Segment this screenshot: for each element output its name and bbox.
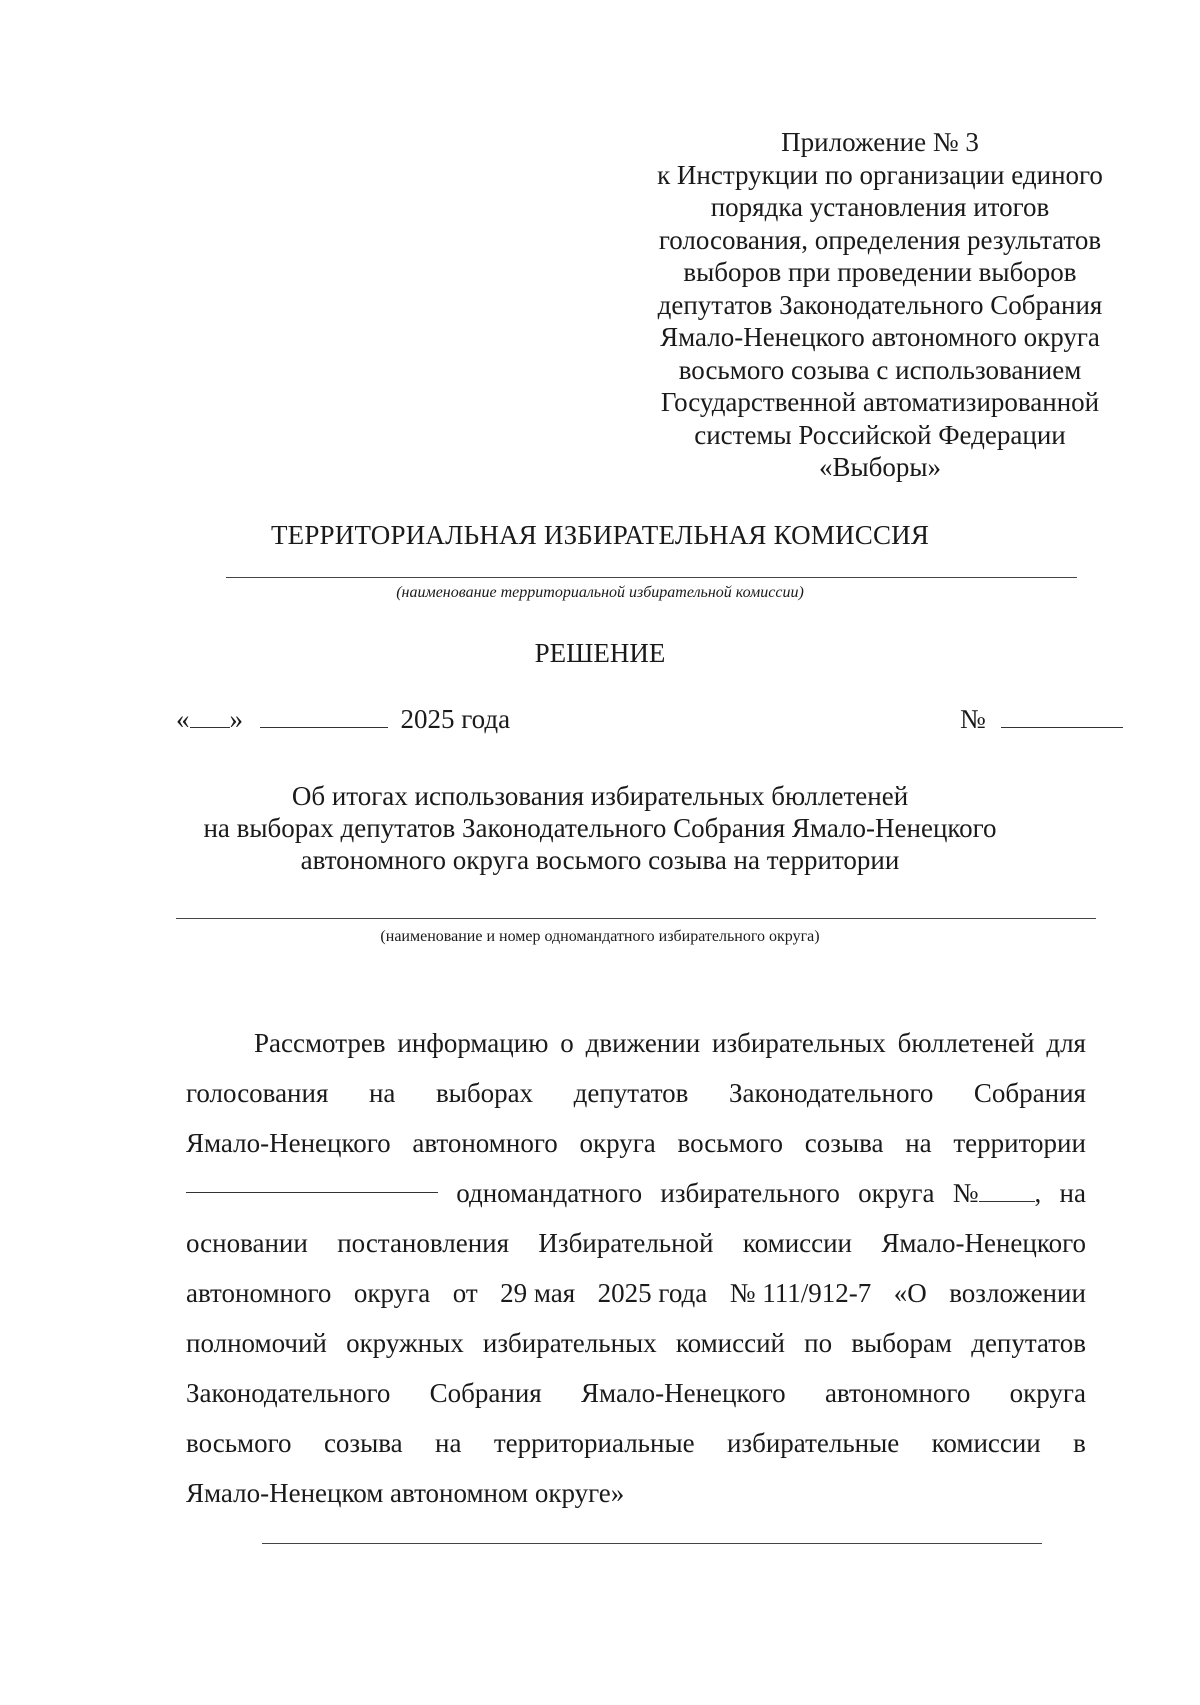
word: одномандатного <box>456 1178 643 1208</box>
word: информацию <box>397 1028 549 1058</box>
number-blank <box>1001 705 1123 728</box>
word: комиссии <box>931 1428 1041 1458</box>
word: избирательные <box>726 1428 900 1458</box>
word: полномочий <box>186 1328 327 1358</box>
word: депутатов <box>971 1328 1086 1358</box>
word: территориальные <box>493 1428 695 1458</box>
district-name-line <box>176 918 1096 919</box>
word: комиссий <box>675 1328 785 1358</box>
body-row <box>186 1018 1086 1068</box>
word: избирательных <box>712 1028 886 1058</box>
body-row <box>186 1218 1086 1268</box>
district-name-caption: (наименование и номер одномандатного избирательного округа) <box>380 928 820 945</box>
word: округа <box>353 1278 431 1308</box>
word: Ямало-Ненецком автономном округе» <box>186 1478 625 1508</box>
body-row <box>186 1168 1086 1218</box>
word: Законодательного <box>186 1378 391 1408</box>
word: Избирательной <box>538 1228 714 1258</box>
word: Рассмотрев <box>254 1028 386 1058</box>
body-paragraph <box>186 1018 1086 1518</box>
decision-subject <box>0 780 1200 876</box>
word: созыва <box>323 1428 403 1458</box>
word: округа <box>579 1128 656 1158</box>
word: бюллетеней <box>897 1028 1035 1058</box>
decision-title: РЕШЕНИЕ <box>534 638 666 668</box>
word: на <box>368 1078 396 1108</box>
word: «О <box>893 1278 927 1308</box>
body-row <box>186 1368 1086 1418</box>
appendix-header <box>640 126 1120 484</box>
appendix-line: «Выборы» <box>818 452 942 482</box>
appendix-line: к Инструкции по организации единого <box>657 159 1103 190</box>
word: автономного <box>412 1128 558 1158</box>
word: постановления <box>337 1228 510 1258</box>
commission-title: ТЕРРИТОРИАЛЬНАЯ ИЗБИРАТЕЛЬНАЯ КОМИССИЯ <box>270 520 930 550</box>
district-number <box>953 1168 1042 1218</box>
word: на <box>435 1428 462 1458</box>
appendix-line: порядка установления итогов <box>710 192 1050 222</box>
appendix-line: голосования, определения результатов <box>658 224 1102 255</box>
subject-line: Об итогах использования избирательных бюллетеней <box>291 781 909 811</box>
number-sign: № <box>952 1178 979 1208</box>
appendix-line: восьмого созыва с использованием <box>678 354 1082 385</box>
word: восьмого <box>677 1128 784 1158</box>
subject-line: на выборах депутатов Законодательного Собрания Ямало-Ненецкого <box>203 813 997 843</box>
word: автономного <box>824 1378 971 1408</box>
word: на <box>1059 1178 1086 1208</box>
date-open-quote: « <box>176 704 190 734</box>
decision-date <box>176 704 510 735</box>
appendix-line: Приложение № 3 <box>781 127 979 157</box>
decision-number <box>960 704 1123 735</box>
word: по <box>804 1328 833 1358</box>
body-row <box>186 1268 1086 1318</box>
body-row <box>186 1068 1086 1118</box>
date-year: 2025 года <box>400 704 511 734</box>
body-row <box>186 1468 1086 1518</box>
word: территории <box>953 1128 1086 1158</box>
word: для <box>1046 1028 1086 1058</box>
date-close-quote: » <box>229 704 243 734</box>
word: Ямало-Ненецкого <box>581 1378 786 1408</box>
date-month-blank <box>260 705 388 728</box>
word: на <box>905 1128 932 1158</box>
word: депутатов <box>573 1078 689 1108</box>
word: Ямало-Ненецкого <box>881 1228 1086 1258</box>
word: 29 мая <box>500 1278 576 1308</box>
word: № 111/912-7 <box>729 1278 872 1308</box>
date-day-blank <box>190 705 230 728</box>
word: восьмого <box>186 1428 292 1458</box>
word: Ямало-Ненецкого <box>186 1128 391 1158</box>
word: округа <box>858 1178 935 1208</box>
commission-name-caption: (наименование территориальной избирательной комиссии) <box>396 584 804 601</box>
word: о <box>560 1028 574 1058</box>
word: Собрания <box>429 1378 542 1408</box>
word: выборах <box>435 1078 534 1108</box>
district-number-blank <box>979 1177 1035 1202</box>
body-row <box>186 1118 1086 1168</box>
appendix-line: Государственной автоматизированной <box>660 387 1100 417</box>
word: голосования <box>186 1078 329 1108</box>
closing-line <box>262 1543 1042 1544</box>
word: в <box>1073 1428 1086 1458</box>
word: округа <box>1009 1378 1086 1408</box>
number-label: № <box>960 704 986 734</box>
word: созыва <box>804 1128 884 1158</box>
appendix-line: депутатов Законодательного Собрания <box>657 289 1103 320</box>
word: основании <box>186 1228 308 1258</box>
word: комиссии <box>742 1228 853 1258</box>
word: 2025 года <box>597 1278 708 1308</box>
commission-name-line <box>226 577 1077 578</box>
word: избирательного <box>660 1178 840 1208</box>
appendix-line: Ямало-Ненецкого автономного округа <box>660 322 1100 352</box>
district-blank <box>186 1168 438 1193</box>
word: выборам <box>851 1328 953 1358</box>
body-row <box>186 1318 1086 1368</box>
body-row <box>186 1418 1086 1468</box>
appendix-line: системы Российской Федерации <box>694 419 1066 450</box>
word: автономного <box>186 1278 332 1308</box>
word: движении <box>585 1028 701 1058</box>
word: окружных <box>346 1328 464 1358</box>
comma: , <box>1034 1178 1042 1208</box>
appendix-line: выборов при проведении выборов <box>683 257 1077 287</box>
word: возложении <box>949 1278 1086 1308</box>
word: Собрания <box>973 1078 1086 1108</box>
word: Законодательного <box>728 1078 934 1108</box>
subject-line: автономного округа восьмого созыва на территории <box>300 845 900 875</box>
word: избирательных <box>482 1328 657 1358</box>
word: от <box>452 1278 478 1308</box>
